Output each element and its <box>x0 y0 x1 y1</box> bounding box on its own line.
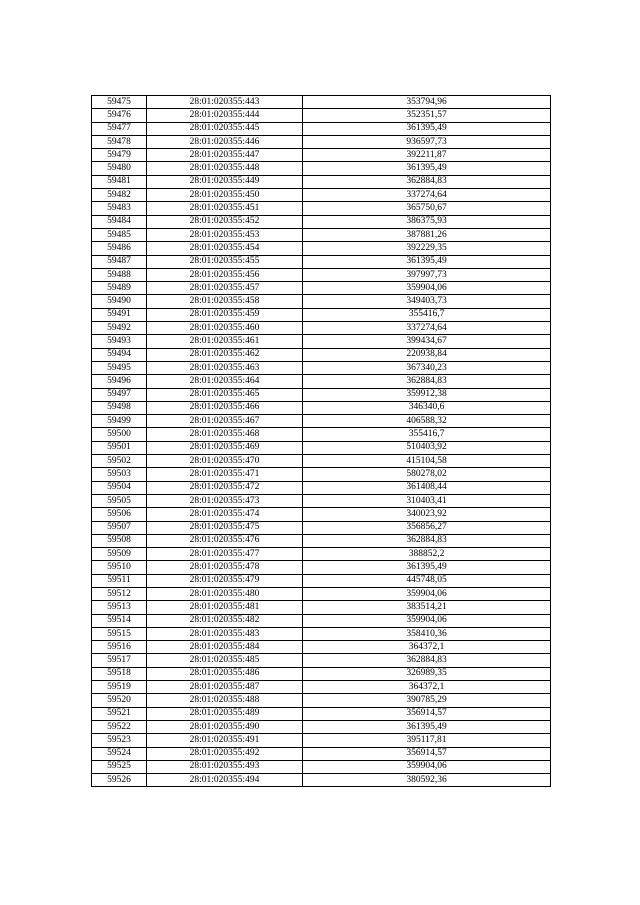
cadastral-value-cell: 415104,58 <box>303 455 551 468</box>
cadastral-value-cell: 346340,6 <box>303 401 551 414</box>
table-row <box>92 627 551 640</box>
cadastral-number-cell: 28:01:020355:489 <box>147 707 303 720</box>
table-row <box>92 441 551 454</box>
table-row <box>92 189 551 202</box>
table-row <box>92 455 551 468</box>
cadastral-number-cell: 28:01:020355:460 <box>147 322 303 335</box>
cadastral-number-cell: 28:01:020355:448 <box>147 162 303 175</box>
cadastral-number-cell: 28:01:020355:453 <box>147 228 303 241</box>
table-row <box>92 335 551 348</box>
row-number-cell: 59501 <box>92 441 147 454</box>
table-row <box>92 135 551 148</box>
table-row <box>92 228 551 241</box>
cadastral-value-cell: 359912,38 <box>303 388 551 401</box>
cadastral-value-cell: 364372,1 <box>303 641 551 654</box>
table-row <box>92 149 551 162</box>
table-row <box>92 415 551 428</box>
cadastral-value-cell: 380592,36 <box>303 774 551 787</box>
cadastral-number-cell: 28:01:020355:487 <box>147 681 303 694</box>
cadastral-value-cell: 936597,73 <box>303 135 551 148</box>
cadastral-number-cell: 28:01:020355:476 <box>147 534 303 547</box>
cadastral-number-cell: 28:01:020355:494 <box>147 774 303 787</box>
table-row <box>92 760 551 773</box>
cadastral-value-cell: 310403,41 <box>303 494 551 507</box>
cadastral-value-cell: 362884,83 <box>303 654 551 667</box>
table-row <box>92 122 551 135</box>
cadastral-number-cell: 28:01:020355:454 <box>147 242 303 255</box>
cadastral-number-cell: 28:01:020355:482 <box>147 614 303 627</box>
cadastral-value-cell: 356856,27 <box>303 521 551 534</box>
table-row <box>92 428 551 441</box>
row-number-cell: 59507 <box>92 521 147 534</box>
row-number-cell: 59485 <box>92 228 147 241</box>
cadastral-value-cell: 359904,06 <box>303 282 551 295</box>
cadastral-value-cell: 355416,7 <box>303 308 551 321</box>
table-row <box>92 720 551 733</box>
row-number-cell: 59497 <box>92 388 147 401</box>
cadastral-value-cell: 337274,64 <box>303 189 551 202</box>
row-number-cell: 59500 <box>92 428 147 441</box>
row-number-cell: 59509 <box>92 548 147 561</box>
cadastral-value-cell: 367340,23 <box>303 361 551 374</box>
cadastral-value-cell: 352351,57 <box>303 109 551 122</box>
cadastral-number-cell: 28:01:020355:463 <box>147 361 303 374</box>
cadastral-number-cell: 28:01:020355:474 <box>147 508 303 521</box>
cadastral-number-cell: 28:01:020355:491 <box>147 734 303 747</box>
cadastral-value-cell: 362884,83 <box>303 534 551 547</box>
table-row <box>92 308 551 321</box>
cadastral-number-cell: 28:01:020355:452 <box>147 215 303 228</box>
table-row <box>92 215 551 228</box>
row-number-cell: 59481 <box>92 175 147 188</box>
cadastral-number-cell: 28:01:020355:490 <box>147 720 303 733</box>
row-number-cell: 59518 <box>92 667 147 680</box>
cadastral-number-cell: 28:01:020355:485 <box>147 654 303 667</box>
cadastral-value-cell: 361395,49 <box>303 720 551 733</box>
table-row <box>92 361 551 374</box>
row-number-cell: 59499 <box>92 415 147 428</box>
table-row <box>92 109 551 122</box>
row-number-cell: 59486 <box>92 242 147 255</box>
row-number-cell: 59514 <box>92 614 147 627</box>
cadastral-number-cell: 28:01:020355:456 <box>147 268 303 281</box>
cadastral-value-cell: 356914,57 <box>303 747 551 760</box>
cadastral-number-cell: 28:01:020355:480 <box>147 587 303 600</box>
cadastral-number-cell: 28:01:020355:458 <box>147 295 303 308</box>
cadastral-value-cell: 220938,84 <box>303 348 551 361</box>
cadastral-value-cell: 337274,64 <box>303 322 551 335</box>
cadastral-value-cell: 390785,29 <box>303 694 551 707</box>
cadastral-value-cell: 392211,87 <box>303 149 551 162</box>
cadastral-number-cell: 28:01:020355:470 <box>147 455 303 468</box>
cadastral-value-cell: 362884,83 <box>303 375 551 388</box>
row-number-cell: 59516 <box>92 641 147 654</box>
row-number-cell: 59521 <box>92 707 147 720</box>
table-row <box>92 295 551 308</box>
cadastral-number-cell: 28:01:020355:447 <box>147 149 303 162</box>
table-row <box>92 548 551 561</box>
table-row <box>92 401 551 414</box>
cadastral-value-cell: 359904,06 <box>303 587 551 600</box>
cadastral-number-cell: 28:01:020355:465 <box>147 388 303 401</box>
cadastral-number-cell: 28:01:020355:473 <box>147 494 303 507</box>
table-row <box>92 747 551 760</box>
cadastral-value-cell: 392229,35 <box>303 242 551 255</box>
table-row <box>92 268 551 281</box>
table-row <box>92 587 551 600</box>
row-number-cell: 59488 <box>92 268 147 281</box>
table-row <box>92 681 551 694</box>
cadastral-number-cell: 28:01:020355:488 <box>147 694 303 707</box>
cadastral-value-cell: 406588,32 <box>303 415 551 428</box>
table-row <box>92 202 551 215</box>
row-number-cell: 59490 <box>92 295 147 308</box>
cadastral-value-cell: 361395,49 <box>303 255 551 268</box>
cadastral-number-cell: 28:01:020355:459 <box>147 308 303 321</box>
table-row <box>92 508 551 521</box>
table-row <box>92 282 551 295</box>
cadastral-value-table <box>91 95 551 787</box>
cadastral-value-cell: 362884,83 <box>303 175 551 188</box>
cadastral-number-cell: 28:01:020355:467 <box>147 415 303 428</box>
cadastral-number-cell: 28:01:020355:464 <box>147 375 303 388</box>
cadastral-value-cell: 395117,81 <box>303 734 551 747</box>
row-number-cell: 59496 <box>92 375 147 388</box>
table-row <box>92 175 551 188</box>
cadastral-number-cell: 28:01:020355:451 <box>147 202 303 215</box>
cadastral-value-cell: 361408,44 <box>303 481 551 494</box>
cadastral-number-cell: 28:01:020355:450 <box>147 189 303 202</box>
cadastral-value-cell: 510403,92 <box>303 441 551 454</box>
cadastral-value-cell: 580278,02 <box>303 468 551 481</box>
row-number-cell: 59476 <box>92 109 147 122</box>
cadastral-number-cell: 28:01:020355:484 <box>147 641 303 654</box>
row-number-cell: 59519 <box>92 681 147 694</box>
row-number-cell: 59524 <box>92 747 147 760</box>
cadastral-number-cell: 28:01:020355:475 <box>147 521 303 534</box>
row-number-cell: 59526 <box>92 774 147 787</box>
cadastral-value-cell: 386375,93 <box>303 215 551 228</box>
table-row <box>92 774 551 787</box>
row-number-cell: 59503 <box>92 468 147 481</box>
cadastral-number-cell: 28:01:020355:469 <box>147 441 303 454</box>
cadastral-number-cell: 28:01:020355:462 <box>147 348 303 361</box>
table-row <box>92 561 551 574</box>
row-number-cell: 59505 <box>92 494 147 507</box>
table-row <box>92 348 551 361</box>
row-number-cell: 59477 <box>92 122 147 135</box>
cadastral-value-cell: 356914,57 <box>303 707 551 720</box>
cadastral-number-cell: 28:01:020355:468 <box>147 428 303 441</box>
cadastral-value-cell: 361395,49 <box>303 122 551 135</box>
row-number-cell: 59498 <box>92 401 147 414</box>
row-number-cell: 59513 <box>92 601 147 614</box>
table-row <box>92 322 551 335</box>
cadastral-number-cell: 28:01:020355:477 <box>147 548 303 561</box>
cadastral-number-cell: 28:01:020355:471 <box>147 468 303 481</box>
cadastral-value-cell: 361395,49 <box>303 561 551 574</box>
row-number-cell: 59515 <box>92 627 147 640</box>
table-row <box>92 654 551 667</box>
cadastral-number-cell: 28:01:020355:455 <box>147 255 303 268</box>
cadastral-value-cell: 353794,96 <box>303 96 551 109</box>
cadastral-value-cell: 361395,49 <box>303 162 551 175</box>
cadastral-value-cell: 358410,36 <box>303 627 551 640</box>
cadastral-number-cell: 28:01:020355:492 <box>147 747 303 760</box>
table-row <box>92 614 551 627</box>
table-row <box>92 481 551 494</box>
cadastral-value-cell: 388852,2 <box>303 548 551 561</box>
cadastral-value-cell: 355416,7 <box>303 428 551 441</box>
row-number-cell: 59495 <box>92 361 147 374</box>
row-number-cell: 59492 <box>92 322 147 335</box>
table-row <box>92 521 551 534</box>
table-row <box>92 707 551 720</box>
row-number-cell: 59508 <box>92 534 147 547</box>
row-number-cell: 59478 <box>92 135 147 148</box>
cadastral-value-cell: 399434,67 <box>303 335 551 348</box>
cadastral-number-cell: 28:01:020355:472 <box>147 481 303 494</box>
table-row <box>92 375 551 388</box>
row-number-cell: 59522 <box>92 720 147 733</box>
table-row <box>92 734 551 747</box>
row-number-cell: 59484 <box>92 215 147 228</box>
cadastral-number-cell: 28:01:020355:461 <box>147 335 303 348</box>
row-number-cell: 59504 <box>92 481 147 494</box>
cadastral-number-cell: 28:01:020355:486 <box>147 667 303 680</box>
row-number-cell: 59487 <box>92 255 147 268</box>
table-row <box>92 96 551 109</box>
table-row <box>92 388 551 401</box>
cadastral-value-cell: 383514,21 <box>303 601 551 614</box>
row-number-cell: 59491 <box>92 308 147 321</box>
row-number-cell: 59520 <box>92 694 147 707</box>
cadastral-value-cell: 387881,26 <box>303 228 551 241</box>
row-number-cell: 59525 <box>92 760 147 773</box>
cadastral-number-cell: 28:01:020355:445 <box>147 122 303 135</box>
row-number-cell: 59494 <box>92 348 147 361</box>
cadastral-number-cell: 28:01:020355:444 <box>147 109 303 122</box>
row-number-cell: 59517 <box>92 654 147 667</box>
table-row <box>92 694 551 707</box>
table-row <box>92 641 551 654</box>
row-number-cell: 59511 <box>92 574 147 587</box>
table-row <box>92 494 551 507</box>
table-row <box>92 534 551 547</box>
cadastral-value-cell: 397997,73 <box>303 268 551 281</box>
cadastral-number-cell: 28:01:020355:479 <box>147 574 303 587</box>
cadastral-number-cell: 28:01:020355:446 <box>147 135 303 148</box>
table-row <box>92 574 551 587</box>
cadastral-number-cell: 28:01:020355:457 <box>147 282 303 295</box>
cadastral-value-cell: 359904,06 <box>303 614 551 627</box>
cadastral-number-cell: 28:01:020355:449 <box>147 175 303 188</box>
cadastral-value-cell: 326989,35 <box>303 667 551 680</box>
row-number-cell: 59506 <box>92 508 147 521</box>
table-row <box>92 255 551 268</box>
cadastral-number-cell: 28:01:020355:493 <box>147 760 303 773</box>
cadastral-number-cell: 28:01:020355:443 <box>147 96 303 109</box>
table-row <box>92 242 551 255</box>
row-number-cell: 59480 <box>92 162 147 175</box>
row-number-cell: 59479 <box>92 149 147 162</box>
cadastral-value-cell: 349403,73 <box>303 295 551 308</box>
row-number-cell: 59512 <box>92 587 147 600</box>
cadastral-value-cell: 340023,92 <box>303 508 551 521</box>
row-number-cell: 59502 <box>92 455 147 468</box>
table-body <box>92 96 551 787</box>
cadastral-number-cell: 28:01:020355:483 <box>147 627 303 640</box>
cadastral-value-cell: 445748,05 <box>303 574 551 587</box>
cadastral-number-cell: 28:01:020355:466 <box>147 401 303 414</box>
row-number-cell: 59510 <box>92 561 147 574</box>
row-number-cell: 59482 <box>92 189 147 202</box>
row-number-cell: 59483 <box>92 202 147 215</box>
cadastral-number-cell: 28:01:020355:478 <box>147 561 303 574</box>
row-number-cell: 59489 <box>92 282 147 295</box>
cadastral-value-cell: 364372,1 <box>303 681 551 694</box>
row-number-cell: 59493 <box>92 335 147 348</box>
row-number-cell: 59475 <box>92 96 147 109</box>
table-row <box>92 468 551 481</box>
table-row <box>92 162 551 175</box>
table-row <box>92 601 551 614</box>
table-row <box>92 667 551 680</box>
cadastral-value-cell: 365750,67 <box>303 202 551 215</box>
cadastral-value-cell: 359904,06 <box>303 760 551 773</box>
cadastral-number-cell: 28:01:020355:481 <box>147 601 303 614</box>
row-number-cell: 59523 <box>92 734 147 747</box>
